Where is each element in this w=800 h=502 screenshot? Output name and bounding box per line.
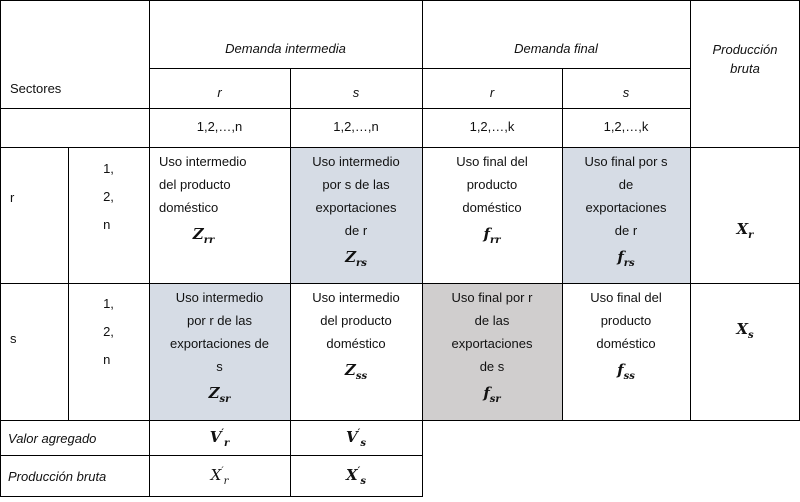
cell-f-ss — [562, 286, 690, 420]
cell-z-sr — [149, 286, 290, 420]
cell-f-ss-text: Uso final del producto doméstico — [590, 290, 662, 351]
row-s-index-1: 1, — [103, 296, 114, 311]
grid-line — [690, 0, 691, 421]
symbol-x-s-prime: $X'_s$ — [346, 465, 366, 487]
cell-z-rr — [149, 150, 290, 283]
cell-f-sr-text: Uso final por r de las exportaciones de s — [451, 290, 533, 374]
cell-z-ss — [290, 286, 422, 420]
header-sectores: Sectores — [10, 80, 62, 96]
grid-line — [149, 0, 150, 497]
row-s-indices — [68, 284, 149, 380]
symbol-v-r: $V'_r$ — [209, 427, 230, 449]
grid-line — [0, 455, 423, 456]
range-df-r: 1,2,…,k — [469, 118, 515, 134]
symbol-z-rs: $Z_{rs}$ — [345, 248, 367, 269]
symbol-f-ss: $f_{ss}$ — [617, 361, 635, 382]
row-r-index-1: 1, — [103, 161, 114, 176]
header-df-r: r — [489, 84, 495, 100]
cell-f-rs-text: Uso final por s de exportaciones de r — [584, 154, 668, 238]
symbol-z-rr: $Z_{rr}$ — [192, 225, 215, 246]
header-demanda-intermedia: Demanda intermedia — [225, 40, 346, 56]
row-s-label: s — [10, 330, 17, 346]
cell-f-rs — [562, 150, 690, 283]
grid-line — [0, 0, 1, 497]
symbol-f-rr: $f_{rr}$ — [483, 225, 501, 246]
cell-v-s — [290, 421, 422, 455]
cell-f-rr — [422, 150, 562, 283]
symbol-x-s: $X_s$ — [736, 319, 754, 341]
grid-line — [0, 283, 800, 284]
range-di-r: 1,2,…,n — [196, 118, 243, 134]
row-s-index-3: n — [103, 352, 111, 367]
header-di-r: r — [217, 84, 222, 100]
row-r-indices — [68, 152, 149, 242]
symbol-f-sr: $f_{sr}$ — [483, 384, 501, 405]
cell-z-ss-text: Uso intermedio del producto doméstico — [312, 290, 400, 351]
symbol-v-s: $V'_s$ — [346, 427, 366, 449]
grid-line — [422, 0, 423, 497]
header-produccion-bruta: Producción bruta — [712, 42, 778, 76]
grid-line — [0, 147, 800, 148]
cell-x-r-prime — [149, 456, 290, 496]
row-r-index-3: n — [103, 217, 111, 232]
symbol-z-sr: $Z_{sr}$ — [208, 384, 231, 405]
cell-f-sr — [422, 286, 562, 420]
symbol-z-ss: $Z_{ss}$ — [344, 361, 368, 382]
row-s-index-2: 2, — [103, 324, 114, 339]
grid-line — [0, 496, 423, 497]
grid-line — [290, 68, 291, 497]
cell-x-s — [690, 284, 800, 376]
cell-z-rs — [290, 150, 422, 283]
range-df-s: 1,2,…,k — [603, 118, 649, 134]
header-di-s: s — [352, 84, 360, 100]
grid-line — [0, 0, 800, 1]
symbol-x-r-prime: $X'_r$ — [210, 465, 229, 487]
row-r-index-2: 2, — [103, 189, 114, 204]
cell-z-rr-text: Uso intermedio del producto doméstico — [159, 154, 247, 215]
header-df-s: s — [622, 84, 630, 100]
symbol-x-r: $X_r$ — [736, 219, 754, 241]
label-valor-agregado: Valor agregado — [8, 430, 97, 446]
row-r-label: r — [10, 189, 15, 205]
grid-line — [0, 420, 800, 421]
grid-line — [562, 68, 563, 421]
cell-f-rr-text: Uso final del producto doméstico — [456, 154, 528, 215]
cell-z-sr-text: Uso intermedio por r de las exportaciones de s — [169, 290, 269, 374]
cell-z-rs-text: Uso intermedio por s de las exportaciones de r — [312, 154, 400, 238]
cell-v-r — [149, 421, 290, 455]
grid-line — [0, 108, 690, 109]
label-produccion-bruta: Producción bruta — [8, 468, 107, 484]
grid-line — [149, 68, 690, 69]
header-demanda-final: Demanda final — [514, 40, 598, 56]
symbol-f-rs: $f_{rs}$ — [617, 248, 635, 269]
grid-line — [68, 147, 69, 421]
range-di-s: 1,2,…,n — [333, 118, 379, 134]
cell-x-s-prime — [290, 456, 422, 496]
